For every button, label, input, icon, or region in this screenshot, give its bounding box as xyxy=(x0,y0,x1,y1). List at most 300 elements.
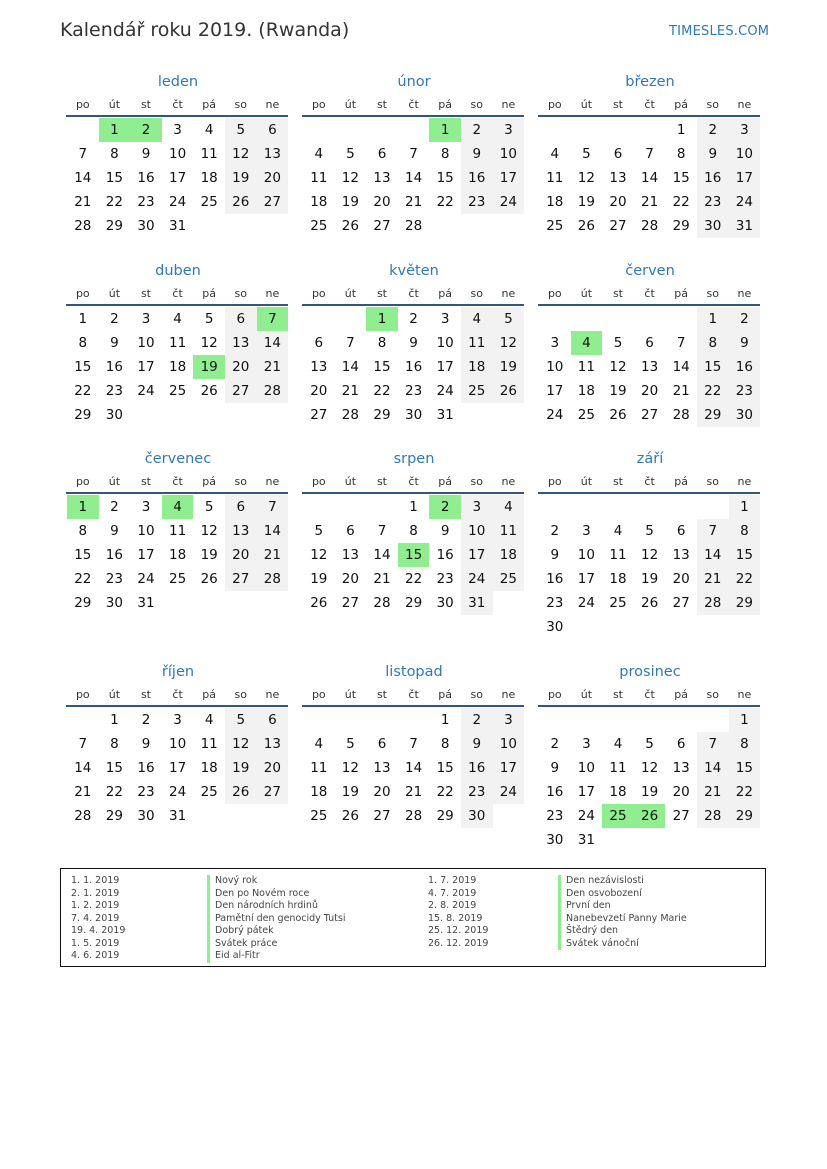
day-cell: 30 xyxy=(546,619,564,635)
weekday-label: ne xyxy=(501,687,516,701)
day-cell: 2 xyxy=(461,708,493,732)
day-grid xyxy=(67,495,289,615)
legend-holiday-name: Den nezávislosti xyxy=(558,875,687,888)
empty-cell xyxy=(634,307,666,331)
day-cell: 28 xyxy=(697,804,729,828)
day-cell: 31 xyxy=(137,595,155,611)
weekday-label: st xyxy=(140,97,151,111)
day-cell: 11 xyxy=(609,547,627,563)
day-cell: 11 xyxy=(310,760,328,776)
day-cell: 7 xyxy=(346,335,355,351)
day-cell: 19 xyxy=(577,194,595,210)
holiday-day-cell: 1 xyxy=(67,495,99,519)
month-name: říjen xyxy=(161,664,195,680)
empty-cell xyxy=(335,708,367,732)
month-block xyxy=(67,71,289,238)
day-cell: 24 xyxy=(436,383,454,399)
day-cell: 4 xyxy=(314,736,324,752)
day-cell: 6 xyxy=(257,708,289,732)
weekday-label: út xyxy=(580,97,593,111)
empty-cell xyxy=(366,708,398,732)
day-cell: 29 xyxy=(105,218,123,234)
weekday-label: út xyxy=(108,474,121,488)
day-cell: 3 xyxy=(440,311,450,327)
day-grid xyxy=(67,118,289,238)
weekday-label: st xyxy=(376,97,387,111)
day-cell: 20 xyxy=(225,543,257,567)
day-cell: 12 xyxy=(609,359,627,375)
month-name: listopad xyxy=(385,664,443,680)
legend-holiday-date: 1. 5. 2019 xyxy=(71,937,120,949)
weekday-label: po xyxy=(75,286,90,300)
day-cell: 24 xyxy=(168,194,187,210)
weekday-label: pá xyxy=(438,474,453,488)
day-cell: 26 xyxy=(609,407,627,423)
weekday-label: čt xyxy=(172,286,183,300)
day-cell: 13 xyxy=(310,359,328,375)
day-cell: 21 xyxy=(404,194,423,210)
month-separator xyxy=(302,705,524,707)
weekday-label: út xyxy=(344,474,357,488)
weekday-label: út xyxy=(580,687,593,701)
day-cell: 6 xyxy=(225,307,257,331)
month-block xyxy=(67,661,289,828)
day-cell: 13 xyxy=(225,331,257,355)
month-separator xyxy=(538,705,760,707)
weekday-label: ne xyxy=(265,97,280,111)
day-cell: 10 xyxy=(461,519,493,543)
day-cell: 28 xyxy=(404,808,423,824)
legend-left-dates xyxy=(71,875,125,963)
legend-holiday-name: Štědrý den xyxy=(558,925,687,938)
day-cell: 21 xyxy=(672,383,690,399)
day-cell: 5 xyxy=(225,708,257,732)
day-cell: 7 xyxy=(257,495,289,519)
day-cell: 26 xyxy=(493,379,525,403)
day-cell: 8 xyxy=(697,331,729,355)
holiday-day-cell: 7 xyxy=(257,307,289,331)
weekday-label: út xyxy=(108,286,121,300)
legend-holiday-date: 19. 4. 2019 xyxy=(71,925,126,936)
day-cell: 28 xyxy=(404,218,423,234)
day-cell: 17 xyxy=(577,571,595,587)
legend-holiday-date: 4. 6. 2019 xyxy=(71,950,120,961)
weekday-header xyxy=(67,683,289,705)
day-cell: 10 xyxy=(546,359,564,375)
month-separator xyxy=(538,492,760,494)
day-cell: 14 xyxy=(697,543,729,567)
day-cell: 27 xyxy=(310,407,328,423)
empty-cell xyxy=(303,118,335,142)
day-cell: 26 xyxy=(310,595,328,611)
weekday-label: ne xyxy=(501,474,516,488)
holiday-day-cell: 1 xyxy=(99,118,131,142)
day-cell: 8 xyxy=(409,523,418,539)
day-cell: 15 xyxy=(105,760,123,776)
weekday-label: so xyxy=(470,97,483,111)
day-cell: 28 xyxy=(373,595,391,611)
day-cell: 17 xyxy=(729,166,761,190)
weekday-label: so xyxy=(470,286,483,300)
day-cell: 31 xyxy=(461,591,493,615)
day-cell: 28 xyxy=(257,379,289,403)
day-cell: 3 xyxy=(461,495,493,519)
day-cell: 30 xyxy=(105,407,123,423)
empty-cell xyxy=(539,495,571,519)
day-cell: 17 xyxy=(577,784,595,800)
weekday-label: ne xyxy=(737,687,752,701)
day-cell: 8 xyxy=(110,146,119,162)
weekday-label: so xyxy=(470,687,483,701)
day-cell: 2 xyxy=(110,311,119,327)
day-cell: 9 xyxy=(729,331,761,355)
day-cell: 13 xyxy=(257,732,289,756)
day-cell: 6 xyxy=(676,523,686,539)
day-cell: 17 xyxy=(436,359,454,375)
day-cell: 20 xyxy=(672,784,690,800)
day-cell: 14 xyxy=(404,170,423,186)
weekday-header xyxy=(67,470,289,492)
day-cell: 11 xyxy=(577,359,595,375)
day-cell: 11 xyxy=(493,519,525,543)
day-cell: 20 xyxy=(257,166,289,190)
day-cell: 4 xyxy=(493,495,525,519)
day-cell: 18 xyxy=(168,547,187,563)
day-cell: 23 xyxy=(105,383,123,399)
legend-holiday-date: 26. 12. 2019 xyxy=(428,937,489,949)
empty-cell xyxy=(697,495,729,519)
day-cell: 2 xyxy=(141,712,151,728)
day-cell: 11 xyxy=(609,760,627,776)
weekday-header xyxy=(67,93,289,115)
empty-cell xyxy=(335,118,367,142)
weekday-label: pá xyxy=(674,474,689,488)
month-block xyxy=(539,661,761,852)
month-separator xyxy=(538,304,760,306)
weekday-label: st xyxy=(376,474,387,488)
holiday-day-cell: 1 xyxy=(429,118,461,142)
day-cell: 22 xyxy=(74,571,92,587)
day-cell: 16 xyxy=(436,547,454,563)
day-cell: 20 xyxy=(341,571,359,587)
weekday-header xyxy=(303,93,525,115)
day-cell: 9 xyxy=(550,547,560,563)
day-cell: 13 xyxy=(257,142,289,166)
day-cell: 29 xyxy=(729,591,761,615)
day-cell: 14 xyxy=(697,756,729,780)
empty-cell xyxy=(366,495,398,519)
day-cell: 10 xyxy=(168,146,187,162)
day-grid xyxy=(303,495,525,615)
legend-holiday-date: 15. 8. 2019 xyxy=(428,912,483,924)
day-cell: 27 xyxy=(672,808,690,824)
day-cell: 26 xyxy=(225,780,257,804)
empty-cell xyxy=(571,495,603,519)
day-cell: 22 xyxy=(697,379,729,403)
day-cell: 31 xyxy=(729,214,761,238)
day-cell: 12 xyxy=(341,760,359,776)
day-cell: 31 xyxy=(168,218,187,234)
day-cell: 1 xyxy=(110,712,119,728)
page-title: Kalendář roku 2019. (Rwanda) xyxy=(60,19,350,41)
day-cell: 2 xyxy=(697,118,729,142)
day-cell: 14 xyxy=(257,331,289,355)
empty-cell xyxy=(539,118,571,142)
day-cell: 10 xyxy=(436,335,454,351)
day-cell: 16 xyxy=(546,784,564,800)
day-cell: 16 xyxy=(404,359,423,375)
day-cell: 29 xyxy=(105,808,123,824)
day-cell: 14 xyxy=(74,760,92,776)
day-cell: 28 xyxy=(74,218,92,234)
day-cell: 3 xyxy=(550,335,560,351)
weekday-label: út xyxy=(108,687,121,701)
day-cell: 16 xyxy=(137,760,155,776)
empty-cell xyxy=(303,307,335,331)
day-cell: 24 xyxy=(493,190,525,214)
month-separator xyxy=(66,304,288,306)
month-block xyxy=(539,448,761,639)
day-cell: 8 xyxy=(729,732,761,756)
weekday-label: ne xyxy=(501,97,516,111)
day-cell: 5 xyxy=(225,118,257,142)
weekday-label: po xyxy=(311,687,326,701)
day-grid xyxy=(67,307,289,427)
month-name: červen xyxy=(625,263,675,279)
day-cell: 9 xyxy=(550,760,560,776)
day-cell: 20 xyxy=(640,383,659,399)
empty-cell xyxy=(634,118,666,142)
month-name: srpen xyxy=(393,451,435,467)
month-name: leden xyxy=(157,74,199,90)
weekday-label: čt xyxy=(408,474,419,488)
day-cell: 25 xyxy=(609,595,627,611)
day-cell: 28 xyxy=(640,218,659,234)
day-cell: 21 xyxy=(74,784,92,800)
day-cell: 10 xyxy=(493,142,525,166)
day-cell: 17 xyxy=(137,359,155,375)
weekday-label: po xyxy=(547,687,562,701)
day-cell: 9 xyxy=(440,523,450,539)
day-cell: 17 xyxy=(461,543,493,567)
month-separator xyxy=(302,304,524,306)
day-cell: 27 xyxy=(341,595,359,611)
day-cell: 13 xyxy=(373,760,391,776)
day-cell: 14 xyxy=(74,170,92,186)
month-name: květen xyxy=(389,263,439,279)
day-cell: 27 xyxy=(373,808,391,824)
month-separator xyxy=(302,492,524,494)
weekday-label: st xyxy=(612,474,623,488)
day-cell: 30 xyxy=(546,832,564,848)
day-cell: 3 xyxy=(173,122,182,138)
day-cell: 17 xyxy=(546,383,564,399)
empty-cell xyxy=(665,307,697,331)
day-cell: 15 xyxy=(436,760,454,776)
day-cell: 19 xyxy=(493,355,525,379)
empty-cell xyxy=(665,708,697,732)
day-cell: 13 xyxy=(672,547,690,563)
day-cell: 5 xyxy=(204,311,214,327)
day-cell: 14 xyxy=(672,359,690,375)
empty-cell xyxy=(398,118,430,142)
day-cell: 30 xyxy=(729,403,761,427)
empty-cell xyxy=(67,118,99,142)
day-cell: 20 xyxy=(257,756,289,780)
weekday-label: út xyxy=(344,286,357,300)
day-cell: 28 xyxy=(74,808,92,824)
month-block xyxy=(67,448,289,615)
weekday-label: so xyxy=(234,97,247,111)
day-cell: 7 xyxy=(409,736,418,752)
weekday-label: čt xyxy=(408,687,419,701)
day-cell: 24 xyxy=(577,808,595,824)
day-cell: 16 xyxy=(461,756,493,780)
day-cell: 10 xyxy=(137,523,155,539)
legend-holiday-name: První den xyxy=(558,900,687,913)
day-cell: 10 xyxy=(168,736,187,752)
day-cell: 6 xyxy=(613,146,623,162)
day-cell: 25 xyxy=(310,808,328,824)
day-cell: 17 xyxy=(493,166,525,190)
day-cell: 1 xyxy=(440,712,450,728)
day-cell: 2 xyxy=(550,736,560,752)
day-cell: 3 xyxy=(493,118,525,142)
day-cell: 11 xyxy=(200,146,218,162)
weekday-label: ne xyxy=(265,687,280,701)
day-cell: 27 xyxy=(609,218,627,234)
day-cell: 3 xyxy=(173,712,182,728)
day-cell: 25 xyxy=(168,571,187,587)
day-cell: 7 xyxy=(676,335,686,351)
weekday-label: so xyxy=(706,687,719,701)
weekday-label: pá xyxy=(438,687,453,701)
day-cell: 15 xyxy=(672,170,690,186)
day-cell: 24 xyxy=(729,190,761,214)
weekday-label: st xyxy=(612,687,623,701)
day-cell: 20 xyxy=(672,571,690,587)
day-cell: 15 xyxy=(74,547,92,563)
day-cell: 6 xyxy=(257,118,289,142)
day-cell: 3 xyxy=(582,736,591,752)
empty-cell xyxy=(602,495,634,519)
day-cell: 18 xyxy=(310,194,328,210)
weekday-label: po xyxy=(75,687,90,701)
weekday-label: po xyxy=(75,474,90,488)
day-cell: 27 xyxy=(640,407,659,423)
day-cell: 30 xyxy=(137,218,155,234)
legend-holiday-date: 2. 8. 2019 xyxy=(428,900,477,911)
day-cell: 2 xyxy=(461,118,493,142)
legend-holiday-name: Eid al-Fitr xyxy=(207,950,345,963)
day-cell: 5 xyxy=(613,335,623,351)
day-cell: 4 xyxy=(550,146,560,162)
day-cell: 15 xyxy=(105,170,123,186)
day-cell: 15 xyxy=(729,756,761,780)
weekday-label: pá xyxy=(674,687,689,701)
day-cell: 19 xyxy=(225,756,257,780)
weekday-label: st xyxy=(612,97,623,111)
day-cell: 28 xyxy=(341,407,359,423)
day-cell: 29 xyxy=(697,403,729,427)
day-cell: 2 xyxy=(409,311,418,327)
day-cell: 9 xyxy=(110,335,119,351)
weekday-header xyxy=(539,470,761,492)
day-cell: 21 xyxy=(404,784,423,800)
weekday-label: út xyxy=(344,687,357,701)
day-cell: 23 xyxy=(137,784,155,800)
holiday-day-cell: 19 xyxy=(193,355,225,379)
day-grid xyxy=(539,118,761,238)
day-cell: 31 xyxy=(436,407,454,423)
day-cell: 25 xyxy=(310,218,328,234)
day-cell: 30 xyxy=(436,595,454,611)
day-cell: 21 xyxy=(697,567,729,591)
weekday-label: so xyxy=(470,474,483,488)
day-cell: 4 xyxy=(204,122,214,138)
day-cell: 21 xyxy=(341,383,359,399)
day-cell: 11 xyxy=(546,170,564,186)
weekday-label: po xyxy=(547,97,562,111)
day-cell: 4 xyxy=(613,736,623,752)
weekday-label: so xyxy=(234,286,247,300)
legend-holiday-date: 1. 7. 2019 xyxy=(428,875,477,886)
legend-holiday-name: Svátek práce xyxy=(207,938,345,951)
empty-cell xyxy=(398,708,430,732)
day-cell: 4 xyxy=(204,712,214,728)
weekday-label: ne xyxy=(265,474,280,488)
weekday-label: pá xyxy=(202,286,217,300)
day-cell: 8 xyxy=(377,335,387,351)
empty-cell xyxy=(539,708,571,732)
day-cell: 22 xyxy=(729,780,761,804)
day-cell: 24 xyxy=(168,784,187,800)
holiday-day-cell: 2 xyxy=(130,118,162,142)
day-cell: 23 xyxy=(404,383,423,399)
legend-left-names xyxy=(207,875,345,963)
day-cell: 18 xyxy=(461,355,493,379)
holiday-legend xyxy=(60,868,766,967)
legend-right-names xyxy=(558,875,687,950)
day-cell: 3 xyxy=(493,708,525,732)
weekday-label: pá xyxy=(674,286,689,300)
day-cell: 24 xyxy=(546,407,564,423)
day-cell: 20 xyxy=(225,355,257,379)
day-cell: 2 xyxy=(550,523,560,539)
day-cell: 23 xyxy=(546,595,564,611)
weekday-label: čt xyxy=(408,97,419,111)
month-name: duben xyxy=(155,263,201,279)
day-cell: 31 xyxy=(577,832,595,848)
brand-link[interactable]: TIMESLES.COM xyxy=(669,24,770,39)
month-separator xyxy=(66,115,288,117)
day-cell: 4 xyxy=(173,311,182,327)
weekday-label: so xyxy=(234,474,247,488)
day-cell: 3 xyxy=(141,311,151,327)
day-cell: 21 xyxy=(257,355,289,379)
day-cell: 18 xyxy=(168,359,187,375)
weekday-label: čt xyxy=(408,286,419,300)
day-cell: 22 xyxy=(105,784,123,800)
weekday-label: čt xyxy=(172,97,183,111)
day-cell: 4 xyxy=(314,146,324,162)
day-cell: 4 xyxy=(461,307,493,331)
day-cell: 14 xyxy=(257,519,289,543)
weekday-label: pá xyxy=(202,687,217,701)
day-cell: 18 xyxy=(310,784,328,800)
day-cell: 29 xyxy=(74,407,92,423)
day-cell: 5 xyxy=(645,736,654,752)
